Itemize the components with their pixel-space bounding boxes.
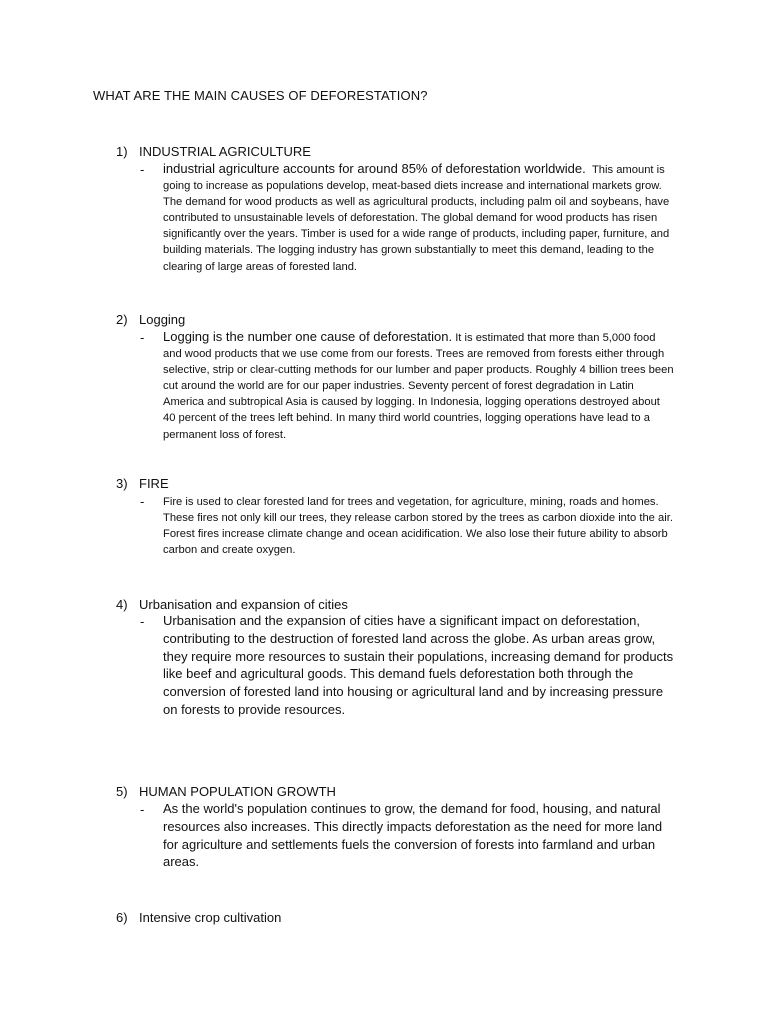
section-5-heading xyxy=(116,784,336,799)
section-1-title: INDUSTRIAL AGRICULTURE xyxy=(139,144,311,159)
section-6-number: 6) xyxy=(116,910,128,925)
section-5-body: As the world's population continues to grow, the demand for food, housing, and natural resources also increases. This directly impacts deforestation as the need for more land for agriculture and settlements fuels the conversion of forests into farmland and urban areas. xyxy=(163,801,663,870)
section-6-title: Intensive crop cultivation xyxy=(139,910,282,925)
section-1-bullet: - xyxy=(140,162,145,177)
section-4-title: Urbanisation and expansion of cities xyxy=(139,597,348,612)
section-3-paragraph xyxy=(163,494,675,558)
section-3-bullet: - xyxy=(140,494,145,509)
section-4-paragraph xyxy=(163,612,675,719)
section-4-body: Urbanisation and the expansion of cities have a significant impact on deforestation, contributing to the destruction of forested land across the globe. As urban areas grow, they require more resources to sustain their populations, increasing demand for products like beef and agricultural goods. This demand fuels deforestation both through the conversion of forested land into housing or agricultural land and by increasing pressure on forests to provide resources. xyxy=(163,613,674,717)
section-5-paragraph xyxy=(163,800,675,871)
section-3-number: 3) xyxy=(116,476,128,491)
section-1-lead: industrial agriculture accounts for around 85% of deforestation worldwide. xyxy=(163,161,586,176)
section-5-title: HUMAN POPULATION GROWTH xyxy=(139,784,336,799)
section-2-heading xyxy=(116,312,185,327)
section-2-bullet: - xyxy=(140,330,145,345)
section-2-body: It is estimated that more than 5,000 food and wood products that we use come from our forests. Trees are removed from forests either through selective, strip or clear-cutting methods for our lumber and paper products. Roughly 4 billion trees been cut around the world are for our paper industries. Seventy percent of forest degradation in Latin America and subtropical Asia is caused by logging. In Indonesia, logging operations destroyed about 40 percent of the trees left behind. In many third world countries, logging operations have lead to a permanent loss of forest. xyxy=(163,332,674,441)
section-4-bullet: - xyxy=(140,614,145,629)
section-2-paragraph xyxy=(163,329,675,443)
section-5-number: 5) xyxy=(116,784,128,799)
section-4-heading xyxy=(116,597,348,612)
section-1-heading xyxy=(116,144,311,159)
section-1-body: This amount is going to increase as populations develop, meat-based diets increase and international markets grow. The demand for wood products as well as agricultural products, including palm oil and soybeans, have contributed to unsustainable levels of deforestation. The global demand for wood products has risen significantly over the years. Timber is used for a wide range of products, including paper, furniture, and building materials. The logging industry has grown substantially to meet this demand, leading to the clearing of large areas of forested land. xyxy=(163,164,670,273)
section-2-number: 2) xyxy=(116,312,128,327)
section-3-body: Fire is used to clear forested land for trees and vegetation, for agriculture, mining, roads and homes. These fires not only kill our trees, they release carbon stored by the trees as carbon dioxide into the air. Forest fires increase climate change and ocean acidification. We also lose their future ability to absorb carbon and create oxygen. xyxy=(163,496,673,557)
section-1-number: 1) xyxy=(116,144,128,159)
section-4-number: 4) xyxy=(116,597,128,612)
section-2-title: Logging xyxy=(139,312,186,327)
section-3-heading xyxy=(116,476,169,491)
document-title: WHAT ARE THE MAIN CAUSES OF DEFORESTATION? xyxy=(93,88,428,103)
section-5-bullet: - xyxy=(140,802,145,817)
section-3-title: FIRE xyxy=(139,476,169,491)
section-6-heading xyxy=(116,910,281,925)
section-2-lead: Logging is the number one cause of deforestation. xyxy=(163,329,453,344)
section-1-paragraph xyxy=(163,161,675,275)
